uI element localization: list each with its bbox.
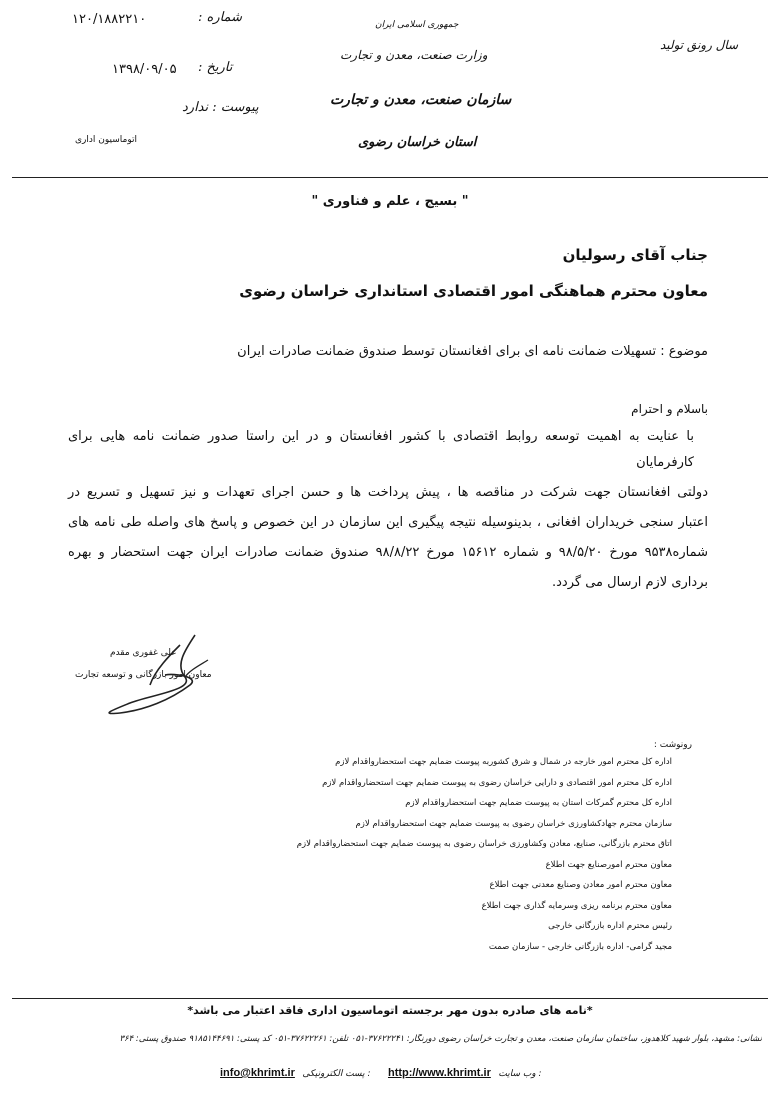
signer-title: معاون امور بازرگانی و توسعه تجارت xyxy=(75,670,212,680)
cc-list xyxy=(297,752,672,957)
body-line: با عنایت به اهمیت توسعه روابط اقتصادی با کشور افغانستان و در این راستا صدور ضمانت نامه هایی برای کارفرمایان xyxy=(68,429,694,470)
footer-notice: *نامه های صادره بدون مهر برجسته اتوماسیون اداری فاقد اعتبار می باشد* xyxy=(187,1004,593,1017)
cc-item: رئیس محترم اداره بازرگانی خارجی xyxy=(548,921,672,931)
greeting: باسلام و احترام xyxy=(631,402,708,416)
automation-note: اتوماسیون اداری xyxy=(75,135,137,145)
ministry-name: وزارت صنعت، معدن و تجارت xyxy=(340,48,488,62)
body-line: شماره۹۵۳۸ مورخ ۹۸/۵/۲۰ و شماره ۱۵۶۱۲ مورخ ۹۸/۸/۲۲ صندوق ضمانت صادرات ایران جهت استحضار و بهره xyxy=(68,545,708,560)
cc-item: اداره کل محترم امور اقتصادی و دارایی خراسان رضوی به پیوست ضمایم جهت استحضارواقدام لازم xyxy=(322,777,672,788)
organization-name: سازمان صنعت، معدن و تجارت xyxy=(330,92,512,108)
letter-date-label: تاریخ : xyxy=(198,60,233,75)
email-link[interactable]: info@khrimt.ir xyxy=(220,1067,295,1079)
recipient-title: معاون محترم هماهنگی امور اقتصادی استانداری خراسان رضوی xyxy=(239,282,708,300)
letter-date-value: ۱۳۹۸/۰۹/۰۵ xyxy=(112,62,177,77)
email-label: پست الکترونیکی : xyxy=(302,1069,371,1079)
attachment-label: پیوست : ندارد xyxy=(182,100,259,115)
province-name: استان خراسان رضوی xyxy=(358,135,477,150)
cc-item: اتاق محترم بازرگانی، صنایع، معادن وکشاورزی خراسان رضوی به پیوست ضمایم جهت استحضارواقدام لازم xyxy=(296,839,672,849)
website-link[interactable]: http://www.khrimt.ir xyxy=(387,1067,491,1079)
cc-item: سازمان محترم جهادکشاورزی خراسان رضوی به پیوست ضمایم جهت استحضارواقدام لازم xyxy=(355,818,672,829)
subject-line: موضوع : تسهیلات ضمانت نامه ای برای افغانستان توسط صندوق ضمانت صادرات ایران xyxy=(237,344,708,359)
letter-number-label: شماره : xyxy=(198,10,242,25)
recipient-name: جناب آقای رسولیان xyxy=(562,246,708,264)
letter-number-value: ۱۲۰/۱۸۸۲۲۱۰ xyxy=(72,12,147,27)
header-divider xyxy=(12,177,768,178)
cc-label: رونوشت : xyxy=(653,740,692,750)
body-text xyxy=(68,424,708,596)
year-slogan: سال رونق تولید xyxy=(660,38,739,52)
footer-contacts xyxy=(220,1066,542,1079)
body-line: اعتبار سنجی خریداران افغانی ، بدینوسیله نتیجه پیگیری این سازمان در این خصوص و پاسخ های واصله طی نامه های xyxy=(68,515,708,530)
cc-item: اداره کل محترم گمرکات استان به پیوست ضمایم جهت استحضارواقدام لازم xyxy=(405,798,672,808)
footer-address: نشانی: مشهد، بلوار شهید کلاهدوز، ساختمان سازمان صنعت، معدن و تجارت خراسان رضوی دورنگار: ۳۷۶۲۲۲۴۱-۰۵۱ تلفن: ۳۷۶۲۲۲۶۱-۰۵۱ کد پستی: ۹۱۸۵۱۴۴۶۹۱ صندوق پستی: ۳۶۴ xyxy=(119,1034,762,1044)
handwritten-signature xyxy=(90,615,240,725)
cc-item: معاون محترم برنامه ریزی وسرمایه گذاری جهت اطلاع xyxy=(481,900,672,911)
cc-item: معاون محترم امور معادن وصنایع معدنی جهت اطلاع xyxy=(489,880,672,890)
body-line: دولتی افغانستان جهت شرکت در مناقصه ها ، پیش پرداخت ها و حسن اجرای تعهدات و نیز تسهیل و تسریع در xyxy=(68,485,708,500)
emblem-text: جمهوری اسلامی ایران xyxy=(375,20,459,30)
cc-item: مجید گرامی- اداره بازرگانی خارجی - سازمان صمت xyxy=(488,941,672,952)
cc-item: اداره کل محترم امور خارجه در شمال و شرق کشوربه پیوست ضمایم جهت استحضارواقدام لازم xyxy=(335,757,672,767)
body-line: برداری لازم ارسال می گردد. xyxy=(552,575,708,590)
signer-name: علی غفوری مقدم xyxy=(110,648,177,658)
footer-divider xyxy=(12,998,768,999)
slogan: " بسیج ، علم و فناوری " xyxy=(311,194,469,209)
cc-item: معاون محترم امورصنایع جهت اطلاع xyxy=(545,859,672,870)
website-label: وب سایت : xyxy=(498,1069,542,1079)
